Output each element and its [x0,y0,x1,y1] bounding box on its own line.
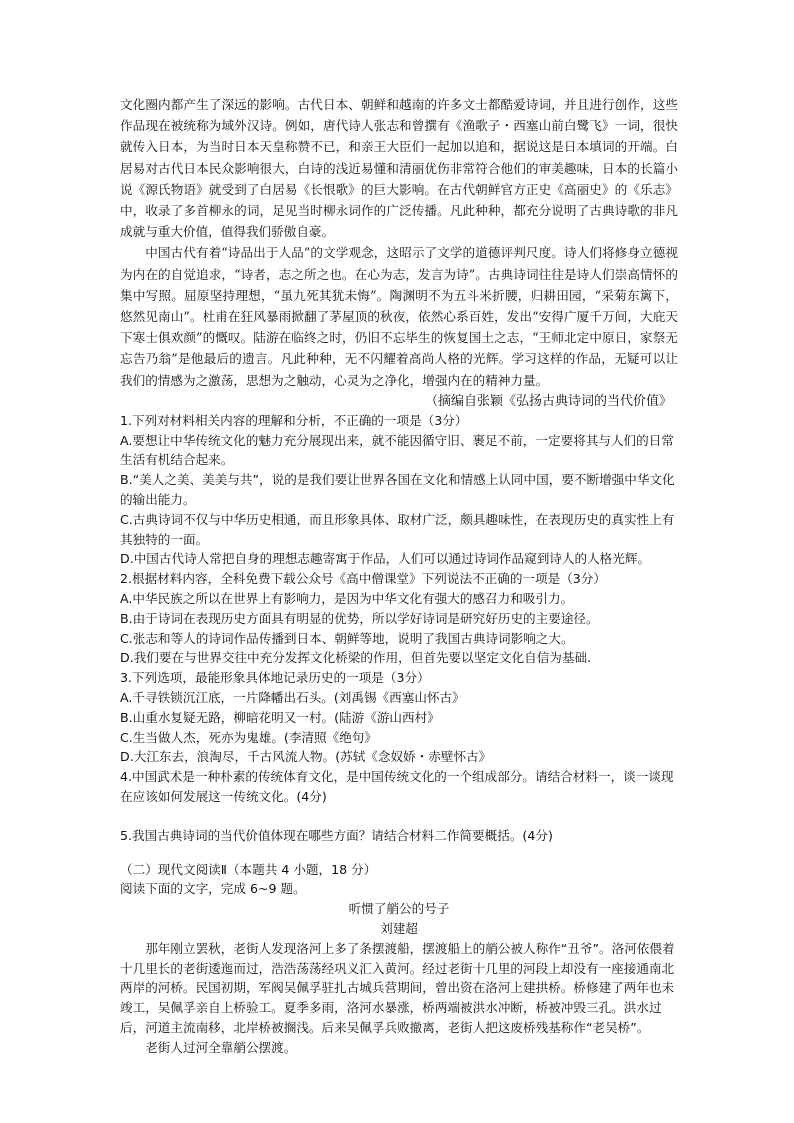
section2-heading: （二）现代文阅读Ⅱ（本题共 4 小题，18 分） [120,861,377,877]
q2-option-d: D.我们要在与世界交往中充分发挥文化桥梁的作用，但首先要以坚定文化自信为基础. [120,650,592,666]
story-paragraph-1: 那年刚立罢秋，老街人发现洛河上多了条摆渡船，摆渡船上的艄公被人称作“丑爷”。洛河依偎着十几里长的老街逶迤而过，浩浩荡荡经巩义汇入黄河。经过老街十几里的河段上却没有一座接通南北两岸的河桥。民国初期，军阀吴佩孚驻扎古城兵营期间，曾出资在洛河上建拱桥。桥修建了两年也未竣工，吴佩孚亲自上桥验工。夏季多雨，洛河水暴涨，桥两端被洪水冲断，桥被冲毁三孔。洪水过后，河道主流南移，北岸桥被搁浅。后来吴佩孚兵败撤离，老街人把这废桥残基称作“老吴桥”。 [120,940,675,1035]
q1-option-a: A.要想让中华传统文化的魅力充分展现出来，就不能因循守旧、裹足不前，一定要将其与人们的日常生活有机结合起来。 [120,432,674,468]
q3-option-b: B.山重水复疑无路，柳暗花明又一村。(陆游《游山西村》 [120,709,440,725]
q3-option-c: C.生当做人杰，死亦为鬼雄。(李清照《绝句》 [120,729,377,745]
q1-option-c: C.古典诗词不仅与中华历史相通，而且形象具体、取材广泛，颇具趣味性，在表现历史的真实性上有其独特的一面。 [120,511,675,547]
story-paragraph-2: 老街人过河全靠艄公摆渡。 [145,1039,297,1055]
q2-stem: 2.根据材料内容，全科免费下载公众号《高中僧课堂》下列说法不正确的一项是（3分） [120,571,606,587]
q4-text: 4.中国武术是一种朴素的传统体育文化，是中国传统文化的一个组成部分。请结合材料一，谈一谈现在应该如何发展这一传统文化。(4分) [120,769,674,804]
passage-source: （摘编自张颖《弘扬古典诗词的当代价值》 [424,393,672,409]
document-page [120,94,678,1058]
q3-option-a: A.千寻铁锁沉江底，一片降幡出石头。(刘禹锡《西塞山怀古》 [120,690,465,705]
passage-handwritten [120,94,678,391]
q1-option-b: B.“美人之美、美美与共”，说的是我们要让世界各国在文化和情感上认同中国，要不断增强中华文化的输出能力。 [120,472,675,508]
q5-text: 5.我国古典诗词的当代价值体现在哪些方面？请结合材料二作简要概括。(4分) [120,827,553,843]
story-title: 听惯了艄公的号子 [348,901,450,917]
section2-instruction: 阅读下面的文字，完成 6~9 题。 [120,881,306,897]
q1-option-d: D.中国古代诗人常把自身的理想志趣寄寓于作品，人们可以通过诗词作品窥到诗人的人格光辉。 [120,551,651,567]
q2-option-a: A.中华民族之所以在世界上有影响力，是因为中华文化有强大的感召力和吸引力。 [120,591,574,607]
questions-block [120,411,678,1058]
q3-option-d: D.大江东去，浪淘尽，千古风流人物。(苏轼《念奴娇・赤壁怀古》 [120,749,492,765]
q3-stem: 3.下列选项，最能形象具体地记录历史的一项是（3分） [120,670,430,686]
q2-option-c: C.张志和等人的诗词作品传播到日本、朝鲜等地，说明了我国古典诗词影响之大。 [120,630,574,646]
passage-paragraph-2: 中国古代有着“诗品出于人品”的文学观念，这昭示了文学的道德评判尺度。诗人们将修身立德视为内在的自觉追求，“诗者，志之所之也。在心为志，发言为诗”。古典诗词往往是诗人们崇高情怀的集中写照。屈原坚持理想，“虽九死其犹未悔”。陶渊明不为五斗米折腰，归耕田园，“采菊东篱下，悠然见南山”。杜甫在狂风暴雨掀翻了茅屋顶的秋夜，依然心系百姓，发出“安得广厦千万间，大庇天下寒士俱欢颜”的慨叹。陆游在临终之时，仍旧不忘毕生的恢复国土之志，“王师北定中原日，家祭无忘告乃翁”是他最后的遗言。凡此种种，无不闪耀着高尚人格的光辉。学习这样的作品，无疑可以让我们的情感为之激荡，思想为之触动，心灵为之净化，增强内在的精神力量。 [120,245,678,388]
q1-stem: 1.下列对材料相关内容的理解和分析，不正确的一项是（3分） [120,412,468,428]
story-body [120,939,678,1058]
q2-option-b: B.由于诗词在表现历史方面具有明显的优势，所以学好诗词是研究好历史的主要途径。 [120,610,599,626]
passage-paragraph-1: 文化圈内都产生了深远的影响。古代日本、朝鲜和越南的许多文士都酷爱诗词，并且进行创作，这些作品现在被统称为域外汉诗。例如，唐代诗人张志和曾撰有《渔歌子・西塞山前白鹭飞》一词，很快就传入日本，为当时日本天皇称赞不已，和亲王大臣们一起加以追和，据说这是日本填词的开端。白居易对古代日本民众影响很大，白诗的浅近易懂和清丽优伤非常符合他们的审美趣味，日本的长篇小说《源氏物语》就受到了白居易《长恨歌》的巨大影响。在古代朝鲜官方正史《高丽史》的《乐志》中，收录了多首柳永的词，足见当时柳永词作的广泛传播。凡此种种，都充分说明了古典诗歌的非凡成就与重大价值，值得我们骄傲自豪。 [120,97,678,240]
story-author: 刘建超 [380,920,418,936]
